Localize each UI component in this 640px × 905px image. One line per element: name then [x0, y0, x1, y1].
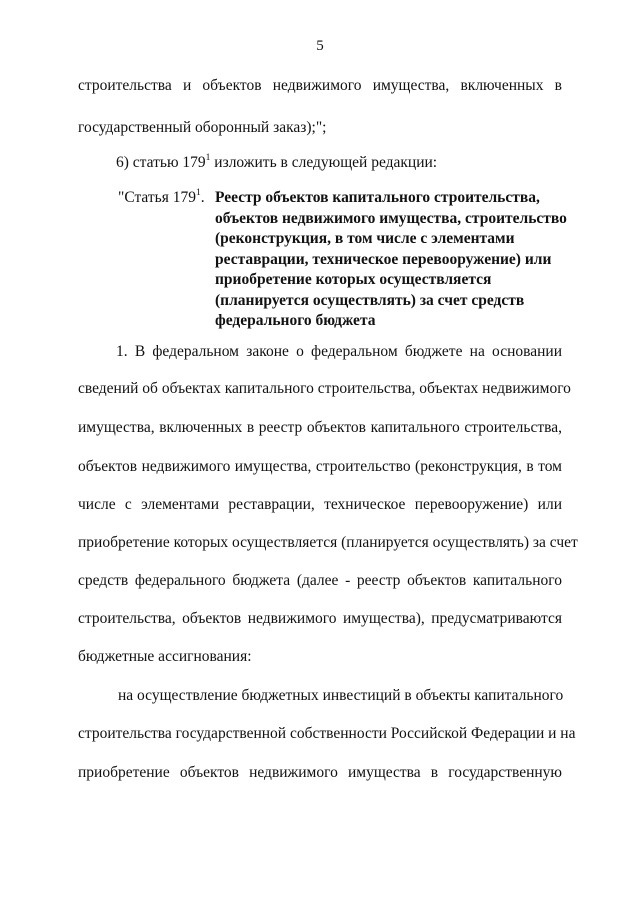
item-6-superscript: 1 [205, 152, 211, 163]
article-label-superscript: 1 [196, 187, 201, 198]
article-title-line: объектов недвижимого имущества, строительство [215, 209, 567, 227]
paragraph-1-line: средств федерального бюджета (далее - реестр объектов капитального [78, 572, 562, 589]
article-label-suffix: . [200, 189, 205, 206]
item-6-prefix: 6) статью 179 [116, 154, 206, 171]
article-title-line: Реестр объектов капитального строительства, [215, 189, 540, 206]
paragraph-2-line: на осуществление бюджетных инвестиций в объекты капитального [118, 687, 564, 704]
paragraph-1-line: сведений об объектах капитального строительства, объектах недвижимого [78, 380, 571, 397]
article-title-line: (планируется осуществлять) за счет средств [215, 291, 525, 309]
paragraph-1-line: числе с элементами реставрации, техническое перевооружение) или [78, 496, 562, 513]
text-line: строительства и объектов недвижимого имущества, включенных в [78, 77, 562, 94]
paragraph-1-line: бюджетные ассигнования: [78, 648, 252, 665]
paragraph-2-line: строительства государственной собственности Российской Федерации и на [78, 725, 576, 742]
article-title-line: реставрации, техническое перевооружение) или [215, 250, 552, 268]
article-title-line: федерального бюджета [215, 312, 376, 329]
article-title-line: приобретение которых осуществляется [215, 271, 492, 288]
paragraph-1-line: имущества, включенных в реестр объектов капитального строительства, [78, 419, 562, 436]
item-6-suffix: изложить в следующей редакции: [210, 154, 438, 171]
paragraph-1-line: 1. В федеральном законе о федеральном бюджете на основании [116, 343, 562, 360]
text-line: государственный оборонный заказ);"; [78, 119, 327, 136]
article-label-prefix: "Статья 179 [118, 189, 196, 206]
article-title [215, 188, 575, 332]
paragraph-1-line: объектов недвижимого имущества, строительство (реконструкция, в том [78, 458, 562, 475]
paragraph-1-line: строительства, объектов недвижимого имущества), предусматриваются [78, 610, 562, 627]
paragraph-1-line: приобретение которых осуществляется (планируется осуществлять) за счет [78, 534, 578, 551]
article-title-line: (реконструкция, в том числе с элементами [215, 230, 515, 247]
paragraph-2-line: приобретение объектов недвижимого имущества в государственную [78, 764, 562, 781]
article-label [118, 188, 205, 208]
item-6-line [116, 153, 562, 173]
page-number: 5 [316, 38, 324, 54]
